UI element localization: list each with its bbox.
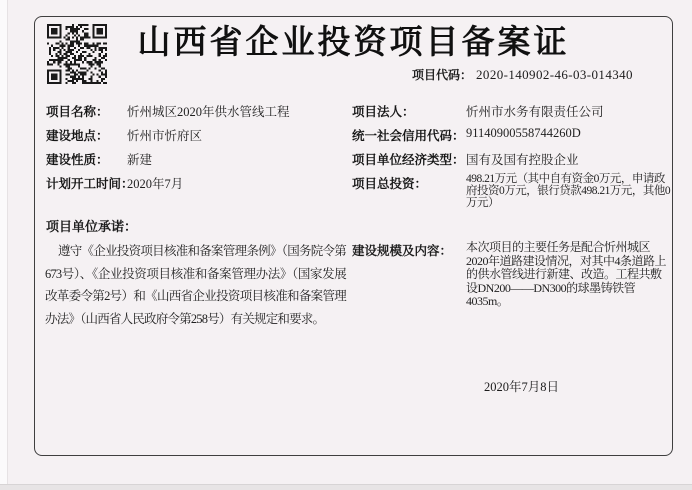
field-label: 项目单位经济类型： (352, 153, 465, 167)
field-value: 新建 (127, 153, 153, 167)
scale-content-value: 本次项目的主要任务是配合忻州城区2020年道路建设情况，对其中4条道路上的供水管线进行新建、改造。工程共敷设DN200——DN300的球墨铸铁管4035m。 (466, 240, 667, 308)
project-code-value: 2020-140902-46-03-014340 (476, 67, 633, 82)
project-code-line (412, 66, 633, 83)
field-label: 建设地点： (46, 129, 109, 143)
field-value: 498.21万元（其中自有资金0万元，申请政府投资0万元，银行贷款498.21万元，其他0万元） (466, 173, 671, 209)
field-value: 2020年7月 (127, 177, 184, 191)
field-value-box (466, 174, 674, 209)
issue-date: 2020年7月8日 (484, 380, 560, 394)
field-value: 忻州城区2020年供水管线工程 (127, 105, 290, 119)
certificate-title: 山西省企业投资项目备案证 (137, 25, 570, 61)
field-row-credit-code (0, 126, 692, 142)
field-value: 国有及国有控股企业 (466, 153, 579, 167)
field-value: 忻州市忻府区 (127, 129, 203, 143)
field-label: 项目总投资： (352, 177, 428, 191)
field-label: 项目法人： (352, 105, 415, 119)
project-code-label: 项目代码： (412, 68, 473, 82)
field-label: 计划开工时间： (46, 177, 134, 191)
paper-bottom-edge (0, 484, 692, 490)
field-value: 91140900558744260D (466, 126, 581, 140)
commitment-heading: 项目单位承诺： (46, 219, 138, 234)
scale-content-label: 建设规模及内容： (352, 244, 453, 258)
field-row-economic-type (0, 150, 692, 166)
field-row-legal-person (0, 102, 692, 118)
field-value: 忻州市水务有限责任公司 (466, 105, 604, 119)
field-row-total-investment (0, 173, 692, 209)
field-label: 建设性质： (46, 153, 109, 167)
field-label: 项目名称： (46, 105, 109, 119)
commitment-text: 遵守《企业投资项目核准和备案管理条例》（国务院令第673号）、《企业投资项目核准和备案管理办法》（国家发展改革委令第2号）和《山西省企业投资项目核准和备案管理办法》（山西省人民政府令第258号）有关规定和要求。 (45, 244, 346, 326)
field-label: 统一社会信用代码： (352, 129, 465, 143)
